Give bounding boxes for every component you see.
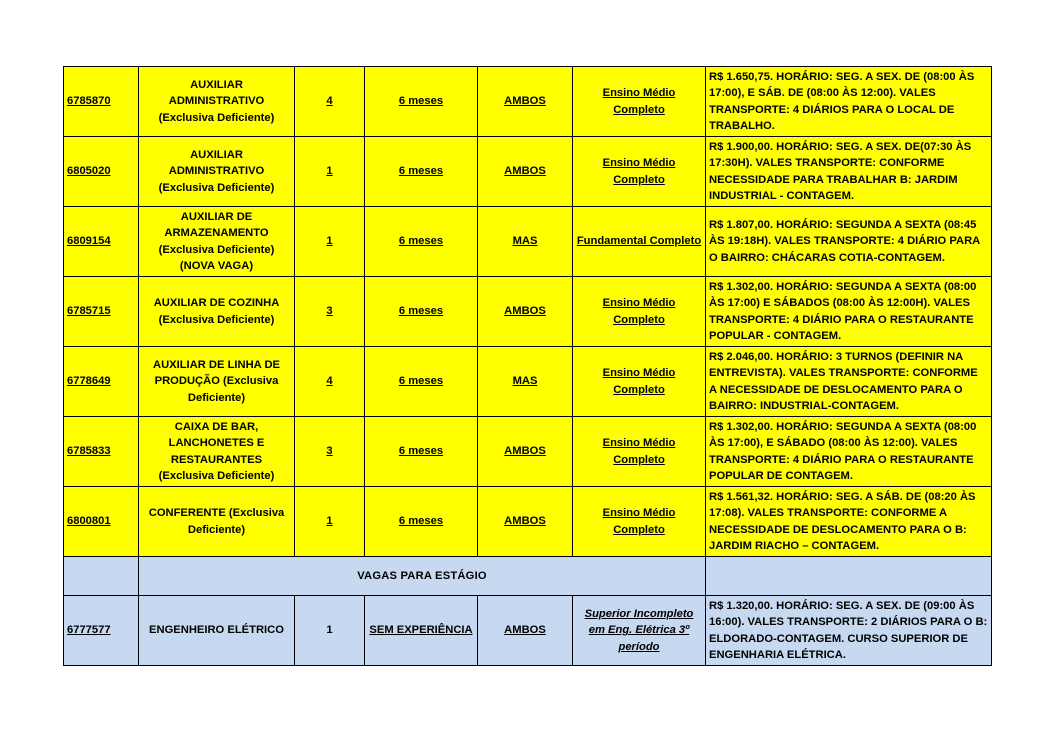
job-experience[interactable]: 6 meses <box>365 417 478 487</box>
job-row <box>64 137 992 207</box>
job-gender[interactable]: AMBOS <box>478 487 573 557</box>
job-quantity[interactable]: 3 <box>295 417 365 487</box>
job-row <box>64 67 992 137</box>
job-title: AUXILIAR DE LINHA DE PRODUÇÃO (Exclusiva Deficiente) <box>139 347 295 417</box>
section-empty-cell <box>706 557 992 596</box>
internship-row <box>64 596 992 666</box>
section-empty-cell <box>64 557 139 596</box>
job-description: R$ 1.302,00. HORÁRIO: SEGUNDA A SEXTA (08:00 ÀS 17:00) E SÁBADOS (08:00 ÀS 12:00H). VALES TRANSPORTE: 4 DIÁRIO PARA O RESTAURANTE POPULAR - CONTAGEM. <box>706 277 992 347</box>
job-education[interactable]: Ensino Médio Completo <box>573 417 706 487</box>
internship-experience[interactable]: SEM EXPERIÊNCIA <box>365 596 478 666</box>
job-education[interactable]: Ensino Médio Completo <box>573 277 706 347</box>
job-title: CAIXA DE BAR, LANCHONETES E RESTAURANTES (Exclusiva Deficiente) <box>139 417 295 487</box>
job-description: R$ 1.302,00. HORÁRIO: SEGUNDA A SEXTA (08:00 ÀS 17:00), E SÁBADO (08:00 ÀS 12:00). VALES TRANSPORTE: 4 DIÁRIO PARA O RESTAURANTE POPULAR DE CONTAGEM. <box>706 417 992 487</box>
job-row <box>64 347 992 417</box>
job-row <box>64 277 992 347</box>
job-description: R$ 1.650,75. HORÁRIO: SEG. A SEX. DE (08:00 ÀS 17:00), E SÁB. DE (08:00 ÀS 12:00). VALES TRANSPORTE: 4 DIÁRIOS PARA O LOCAL DE TRABALHO. <box>706 67 992 137</box>
job-gender[interactable]: AMBOS <box>478 67 573 137</box>
internship-section-row <box>64 557 992 596</box>
job-education[interactable]: Ensino Médio Completo <box>573 487 706 557</box>
job-experience[interactable]: 6 meses <box>365 347 478 417</box>
job-description: R$ 1.561,32. HORÁRIO: SEG. A SÁB. DE (08:20 ÀS 17:08). VALES TRANSPORTE: CONFORME A NECESSIDADE DE DESLOCAMENTO PARA O B: JARDIM RIACHO – CONTAGEM. <box>706 487 992 557</box>
job-gender[interactable]: AMBOS <box>478 277 573 347</box>
job-code[interactable]: 6785715 <box>64 277 139 347</box>
internship-section-title: VAGAS PARA ESTÁGIO <box>139 557 706 596</box>
job-experience[interactable]: 6 meses <box>365 207 478 277</box>
job-code[interactable]: 6785870 <box>64 67 139 137</box>
job-description: R$ 1.900,00. HORÁRIO: SEG. A SEX. DE(07:30 ÀS 17:30H). VALES TRANSPORTE: CONFORME NECESSIDADE PARA TRABALHAR B: JARDIM INDUSTRIAL - CONTAGEM. <box>706 137 992 207</box>
job-code[interactable]: 6805020 <box>64 137 139 207</box>
job-education[interactable]: Ensino Médio Completo <box>573 347 706 417</box>
internship-education[interactable]: Superior Incompleto em Eng. Elétrica 3º período <box>573 596 706 666</box>
internship-title: ENGENHEIRO ELÉTRICO <box>139 596 295 666</box>
internship-gender[interactable]: AMBOS <box>478 596 573 666</box>
job-quantity[interactable]: 4 <box>295 347 365 417</box>
job-quantity[interactable]: 1 <box>295 207 365 277</box>
job-row <box>64 417 992 487</box>
job-title: CONFERENTE (Exclusiva Deficiente) <box>139 487 295 557</box>
job-gender[interactable]: MAS <box>478 207 573 277</box>
internship-quantity: 1 <box>295 596 365 666</box>
job-quantity[interactable]: 4 <box>295 67 365 137</box>
job-row <box>64 487 992 557</box>
internship-code[interactable]: 6777577 <box>64 596 139 666</box>
job-code[interactable]: 6809154 <box>64 207 139 277</box>
job-code[interactable]: 6800801 <box>64 487 139 557</box>
job-quantity[interactable]: 1 <box>295 137 365 207</box>
job-description: R$ 1.807,00. HORÁRIO: SEGUNDA A SEXTA (08:45 ÀS 19:18H). VALES TRANSPORTE: 4 DIÁRIO PARA O BAIRRO: CHÁCARAS COTIA-CONTAGEM. <box>706 207 992 277</box>
job-code[interactable]: 6778649 <box>64 347 139 417</box>
job-gender[interactable]: MAS <box>478 347 573 417</box>
job-title: AUXILIAR DE ARMAZENAMENTO (Exclusiva Deficiente) (NOVA VAGA) <box>139 207 295 277</box>
job-code[interactable]: 6785833 <box>64 417 139 487</box>
job-title: AUXILIAR DE COZINHA (Exclusiva Deficiente) <box>139 277 295 347</box>
job-education[interactable]: Ensino Médio Completo <box>573 137 706 207</box>
job-experience[interactable]: 6 meses <box>365 137 478 207</box>
internship-description: R$ 1.320,00. HORÁRIO: SEG. A SEX. DE (09:00 ÀS 16:00). VALES TRANSPORTE: 2 DIÁRIOS PARA O B: ELDORADO-CONTAGEM. CURSO SUPERIOR DE ENGENHARIA ELÉTRICA. <box>706 596 992 666</box>
job-row <box>64 207 992 277</box>
job-quantity[interactable]: 3 <box>295 277 365 347</box>
job-quantity[interactable]: 1 <box>295 487 365 557</box>
job-experience[interactable]: 6 meses <box>365 67 478 137</box>
job-listings-table <box>63 66 992 666</box>
job-experience[interactable]: 6 meses <box>365 277 478 347</box>
job-education[interactable]: Ensino Médio Completo <box>573 67 706 137</box>
job-experience[interactable]: 6 meses <box>365 487 478 557</box>
job-description: R$ 2.046,00. HORÁRIO: 3 TURNOS (DEFINIR NA ENTREVISTA). VALES TRANSPORTE: CONFORME A NECESSIDADE DE DESLOCAMENTO PARA O BAIRRO: INDUSTRIAL-CONTAGEM. <box>706 347 992 417</box>
job-gender[interactable]: AMBOS <box>478 137 573 207</box>
job-title: AUXILIAR ADMINISTRATIVO (Exclusiva Deficiente) <box>139 137 295 207</box>
job-education[interactable]: Fundamental Completo <box>573 207 706 277</box>
job-title: AUXILIAR ADMINISTRATIVO (Exclusiva Deficiente) <box>139 67 295 137</box>
job-gender[interactable]: AMBOS <box>478 417 573 487</box>
